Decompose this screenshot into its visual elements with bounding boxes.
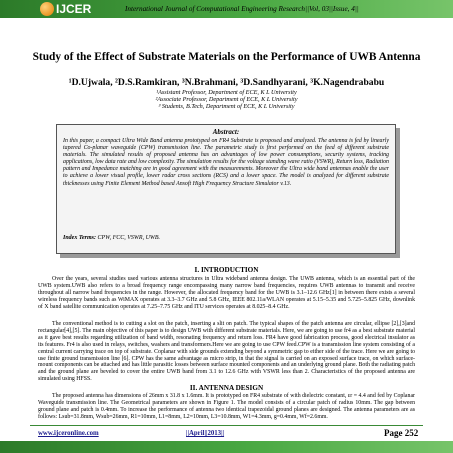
section-heading-antenna-design: II. ANTENNA DESIGN [189, 384, 264, 392]
abstract-box [56, 124, 396, 254]
abstract-heading: Abstract: [212, 128, 240, 136]
logo-text: IJCER [56, 2, 92, 16]
paper-authors: ¹D.Ujwala, ²D.S.Ramkiran, ³N.Brahmani, ³D.Sandhyarani, ³K.Nagendrababu [68, 77, 385, 88]
journal-logo [40, 1, 120, 17]
globe-logo-icon [40, 2, 54, 16]
affiliation-3: ³ Students, B.Tech, Department of ECE, K L University [158, 103, 295, 110]
section-heading-introduction: I. INTRODUCTION [194, 266, 259, 274]
footer-website-link[interactable]: www.ijceronline.com [38, 430, 99, 437]
affiliation-2: ²Associate Professor, Department of ECE, K L University [155, 96, 298, 103]
intro-paragraph-2: The conventional method is to cutting a slot on the patch, inserting a slit on patch. The typical shapes of the patch antenna are circular, ellipse [2],[3]and rectangular[4],[5]. The main objective of this paper is to design UWB with different substrate materials. Here, we are going to use fr4 as a best substrate material as it gave best results regarding utilization of band width, resonating frequency and return loss. FR4 have good fabrication process, good electrical insulator as its features. Fr4 is also used in relays, switches, washers and transformers.Here we are going to use CPW feed.CPW is a transmission line system consisting of a central current carrying trace on top of substrate. Coplanar with side grounds extending beyond a symmetric gap to either side of the trace. Here we are going to use finite ground transmission line [6]. CPW has the same advantage as micro strip, in that the signal is carried on an exposed surface trace, on which surface-mount components can be attached and has little parasitic losses between surface mounted components and an underlying ground plane. Both the radiating patch and the ground plane are beveled to cover the entire UWB band from 3.1 to 12.6 GHz with VSWR less than 2. Characteristics of the proposed antenna are simulated using HFSS. [38, 321, 415, 383]
page-number: Page 252 [384, 428, 419, 438]
affiliation-1: ¹Assistant Professor, Department of ECE, K L University [156, 89, 297, 96]
footer-issue-link[interactable]: ||April||2013|| [186, 430, 225, 437]
intro-paragraph-1: Over the years, several studies used various antenna structures in Ultra wideband antenna design. The UWB antenna, which is an essential part of the UWB system.UWB also refers to a broad frequency range encompassing many narrow band frequencies, requires UWB antennas to transmit and receive throughout all narrow band frequencies in the range. However, the allocated frequency band for the UWB is 3.1–12.6 GHz[1] in between there exists a several wireless frequency bands such as WiMAX operates at 3.3–3.7 GHz and 5.8 GHz, IEEE 802.11a/WLAN operates at 5.15–5.35 and 5.725–5.825 GHz, downlink of X band satellite communication operates at 7.25–7.75 GHz and ITU services operates at 8.025–8.4 GHz. [38, 276, 415, 310]
abstract-text: In this paper, a compact Ultra Wide Band antenna prototyped on FR4 Substrate is proposed and analyzed. The antenna is fed by linearly tapered Co-planar waveguide (CPW) transmission line. The parametric study is first performed on the feed of different substrate materials. The simulated results of proposed antenna has an advantages of low power consumptions, security systems, tracking applications, low data rate and low complexity. The simulation results for the voltage standing wave ratio (VSWR), Return loss, Radiation pattern and Impedance matching are in good agreement with the measurements. Moreover the Ultra wide band antennas enable the user to achieve a lower visual profile, lower radar cross sections (RCS) and a lower space. The model is analyzed for different substrate thicknesses using Finite Element Method based Ansoft High Frequency Structure Simulator v.13. [63, 138, 389, 187]
footer-band [0, 441, 453, 453]
footer-rule [30, 425, 423, 426]
paper-title: Study of the Effect of Substrate Materials on the Performance of UWB Antenna [32, 51, 421, 63]
index-terms-values: CPW, FCC, VSWR, UWB. [95, 235, 161, 241]
index-terms-label: Index Terms: [63, 235, 96, 241]
index-terms [63, 235, 389, 241]
design-paragraph-1: The proposed antenna has dimensions of 26mm x 31.8 x 1.6mm. It is prototyped on FR4 substrate of with dielectric constant, εr = 4.4 and fed by Coplanar Waveguide transmission line. The Geometrical parameters are shown in Figure 1. The model consists of a circular patch of radius 10mm. The gap between ground plane and patch is 0.4mm. To increase the performance of antenna two identical trapezoidal ground planes are designed. The antenna parameters are as follows: Lsub=31.8mm, Wsub=26mm, R1=10mm, L1=8mm, L2=10mm, L3=10.8mm, W1=4.3mm, g=0.4mm, Wf=2.6mm. [38, 393, 415, 420]
journal-title: International Journal of Computational Engineering Research||Vol, 03||Issue, 4|| [125, 5, 359, 13]
